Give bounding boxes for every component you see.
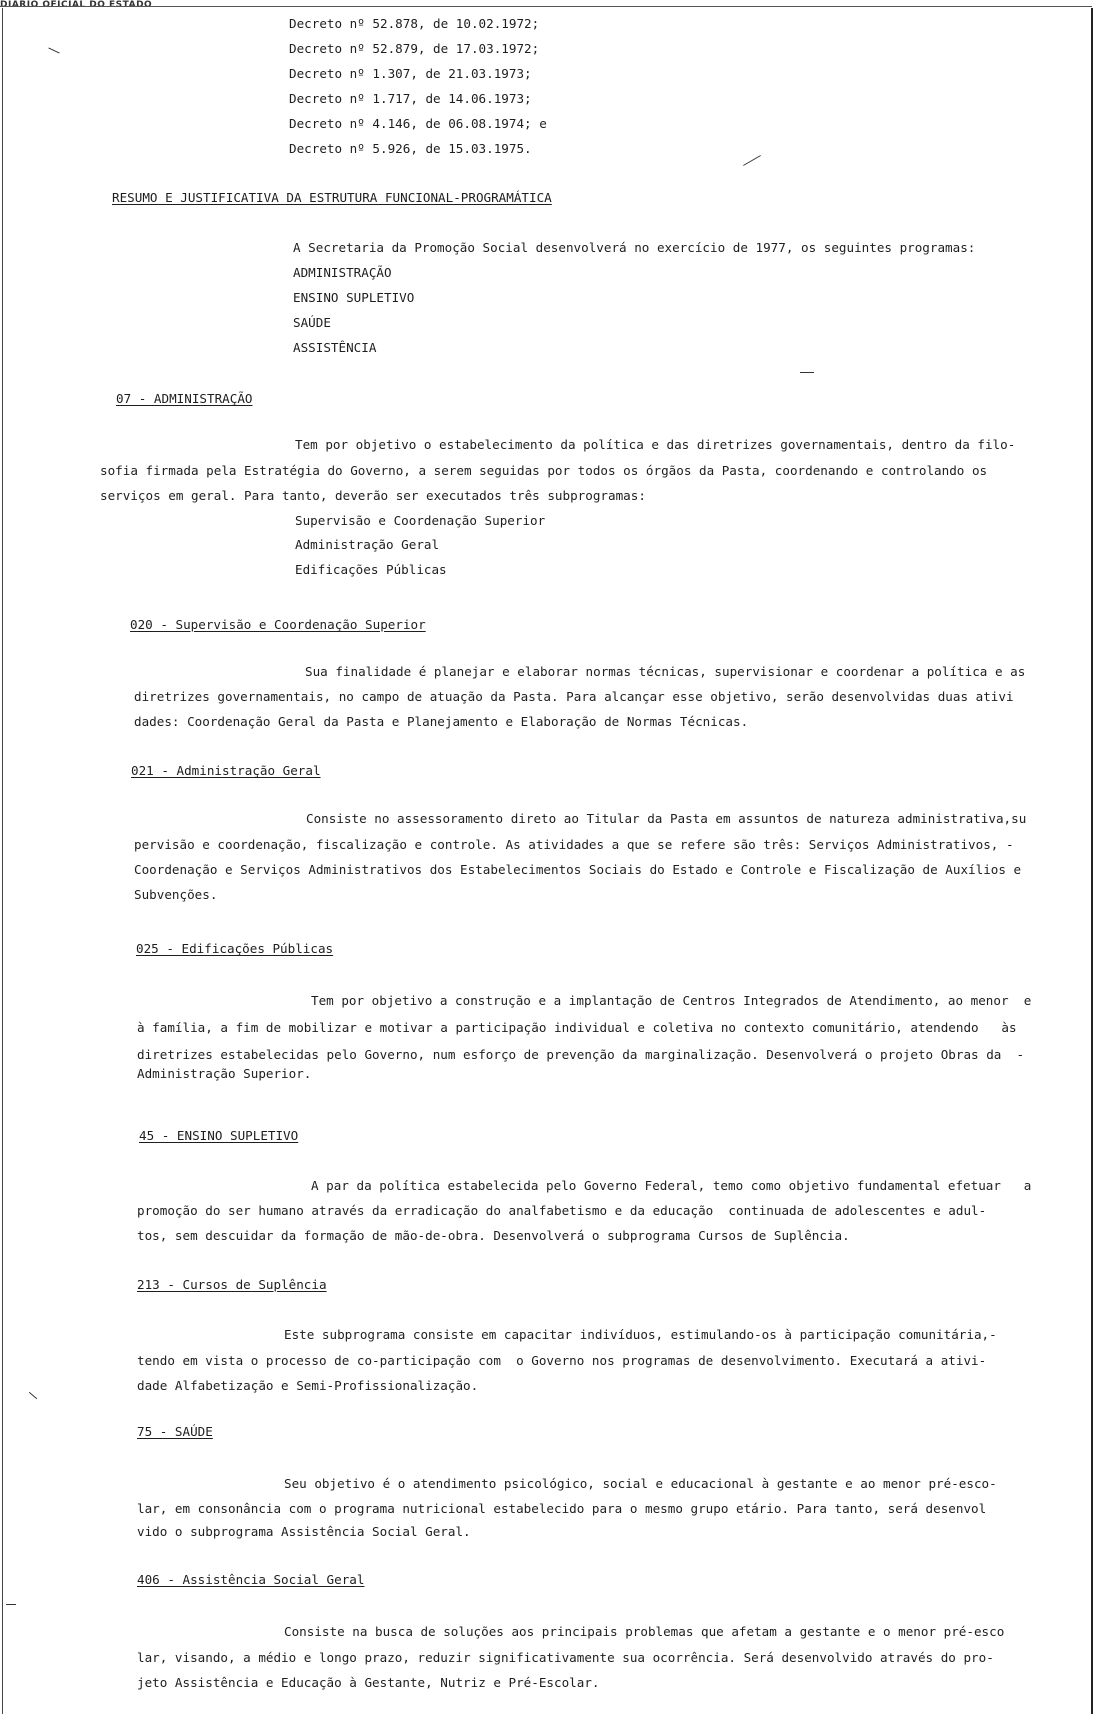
paragraph-line: jeto Assistência e Educação à Gestante, Nutriz e Pré-Escolar. — [137, 1675, 600, 1690]
paragraph-line: promoção do ser humano através da erradicação do analfabetismo e da educação continuada de adolescentes e adul- — [137, 1203, 987, 1218]
paragraph-line: Tem por objetivo a construção e a implantação de Centros Integrados de Atendimento, ao menor e — [311, 993, 1032, 1008]
subprogram-item: Administração Geral — [295, 537, 440, 552]
section-heading-025: 025 - Edificações Públicas — [136, 941, 334, 956]
section-heading-213: 213 - Cursos de Suplência — [137, 1277, 327, 1292]
paragraph-line: tendo em vista o processo de co-participação com o Governo nos programas de desenvolvimento. Executará a ativi- — [137, 1353, 987, 1368]
paragraph-line: tos, sem descuidar da formação de mão-de-obra. Desenvolverá o subprograma Cursos de Suplência. — [137, 1228, 850, 1243]
paragraph-line: à família, a fim de mobilizar e motivar a participação individual e coletiva no contexto comunitário, atendendo às — [137, 1020, 1017, 1035]
scan-speck — [743, 155, 761, 166]
paragraph-line: sofia firmada pela Estratégia do Governo, a serem seguidas por todos os órgãos da Pasta, coordenando e controlando os — [100, 463, 988, 478]
scan-speck — [800, 372, 814, 373]
decree-line: Decreto nº 1.307, de 21.03.1973; — [289, 66, 532, 81]
paragraph-line: Consiste no assessoramento direto ao Titular da Pasta em assuntos de natureza administrativa,su — [306, 811, 1027, 826]
section-heading-021: 021 - Administração Geral — [131, 763, 321, 778]
section-heading-07: 07 - ADMINISTRAÇÃO — [116, 391, 253, 406]
program-item: ENSINO SUPLETIVO — [293, 290, 415, 305]
section-heading-406: 406 - Assistência Social Geral — [137, 1572, 365, 1587]
paragraph-line: diretrizes estabelecidas pelo Governo, num esforço de prevenção da marginalização. Desenvolverá o projeto Obras da - — [137, 1047, 1025, 1062]
paragraph-line: lar, visando, a médio e longo prazo, reduzir significativamente sua ocorrência. Será desenvolvido através do pro- — [137, 1650, 994, 1665]
paragraph-line: Este subprograma consiste em capacitar indivíduos, estimulando-os à participação comunitária,- — [284, 1327, 997, 1342]
scan-speck — [48, 48, 59, 54]
paragraph-line: Administração Superior. — [137, 1066, 312, 1081]
paragraph-line: Tem por objetivo o estabelecimento da política e das diretrizes governamentais, dentro da filo- — [295, 437, 1016, 452]
section-heading-45: 45 - ENSINO SUPLETIVO — [139, 1128, 299, 1143]
paragraph-line: lar, em consonância com o programa nutricional estabelecido para o mesmo grupo etário. Para tanto, será desenvol — [137, 1501, 987, 1516]
program-item: ASSISTÊNCIA — [293, 340, 377, 355]
program-item: ADMINISTRAÇÃO — [293, 265, 392, 280]
paragraph-line: pervisão e coordenação, fiscalização e controle. As atividades a que se refere são três: Serviços Administrativos, - — [134, 837, 1014, 852]
section-heading-75: 75 - SAÚDE — [137, 1424, 213, 1439]
subprogram-item: Supervisão e Coordenação Superior — [295, 513, 546, 528]
scan-speck — [29, 1392, 37, 1399]
paragraph-line: dades: Coordenação Geral da Pasta e Planejamento e Elaboração de Normas Técnicas. — [134, 714, 749, 729]
decree-line: Decreto nº 4.146, de 06.08.1974; e — [289, 116, 547, 131]
section-heading-020: 020 - Supervisão e Coordenação Superior — [130, 617, 426, 632]
paragraph-line: Sua finalidade é planejar e elaborar normas técnicas, supervisionar e coordenar a política e as — [305, 664, 1026, 679]
decree-line: Decreto nº 5.926, de 15.03.1975. — [289, 141, 532, 156]
paragraph-line: serviços em geral. Para tanto, deverão ser executados três subprogramas: — [100, 488, 646, 503]
gazette-header-strip: DIÁRIO OFICIAL DO ESTADO — [0, 0, 153, 10]
scan-speck — [6, 1604, 16, 1605]
summary-heading: RESUMO E JUSTIFICATIVA DA ESTRUTURA FUNCIONAL-PROGRAMÁTICA — [112, 190, 552, 205]
program-item: SAÚDE — [293, 315, 331, 330]
decree-line: Decreto nº 52.878, de 10.02.1972; — [289, 16, 540, 31]
paragraph-line: Subvenções. — [134, 887, 218, 902]
top-rule — [0, 6, 1092, 7]
paragraph-line: Seu objetivo é o atendimento psicológico, social e educacional à gestante e ao menor pré-esco- — [284, 1476, 997, 1491]
paragraph-line: vido o subprograma Assistência Social Geral. — [137, 1524, 471, 1539]
paragraph-line: Consiste na busca de soluções aos principais problemas que afetam a gestante e o menor pré-esco — [284, 1624, 1005, 1639]
paragraph-line: Coordenação e Serviços Administrativos dos Estabelecimentos Sociais do Estado e Controle e Fiscalização de Auxílios e — [134, 862, 1022, 877]
summary-intro: A Secretaria da Promoção Social desenvolverá no exercício de 1977, os seguintes programas: — [293, 240, 976, 255]
subprogram-item: Edificações Públicas — [295, 562, 447, 577]
paragraph-line: dade Alfabetização e Semi-Profissionalização. — [137, 1378, 479, 1393]
left-margin-rule — [2, 8, 3, 1714]
decree-line: Decreto nº 52.879, de 17.03.1972; — [289, 41, 540, 56]
paragraph-line: A par da política estabelecida pelo Governo Federal, temo como objetivo fundamental efetuar a — [311, 1178, 1032, 1193]
paragraph-line: diretrizes governamentais, no campo de atuação da Pasta. Para alcançar esse objetivo, serão desenvolvidas duas ativi — [134, 689, 1014, 704]
decree-line: Decreto nº 1.717, de 14.06.1973; — [289, 91, 532, 106]
right-margin-rule — [1091, 8, 1093, 1714]
